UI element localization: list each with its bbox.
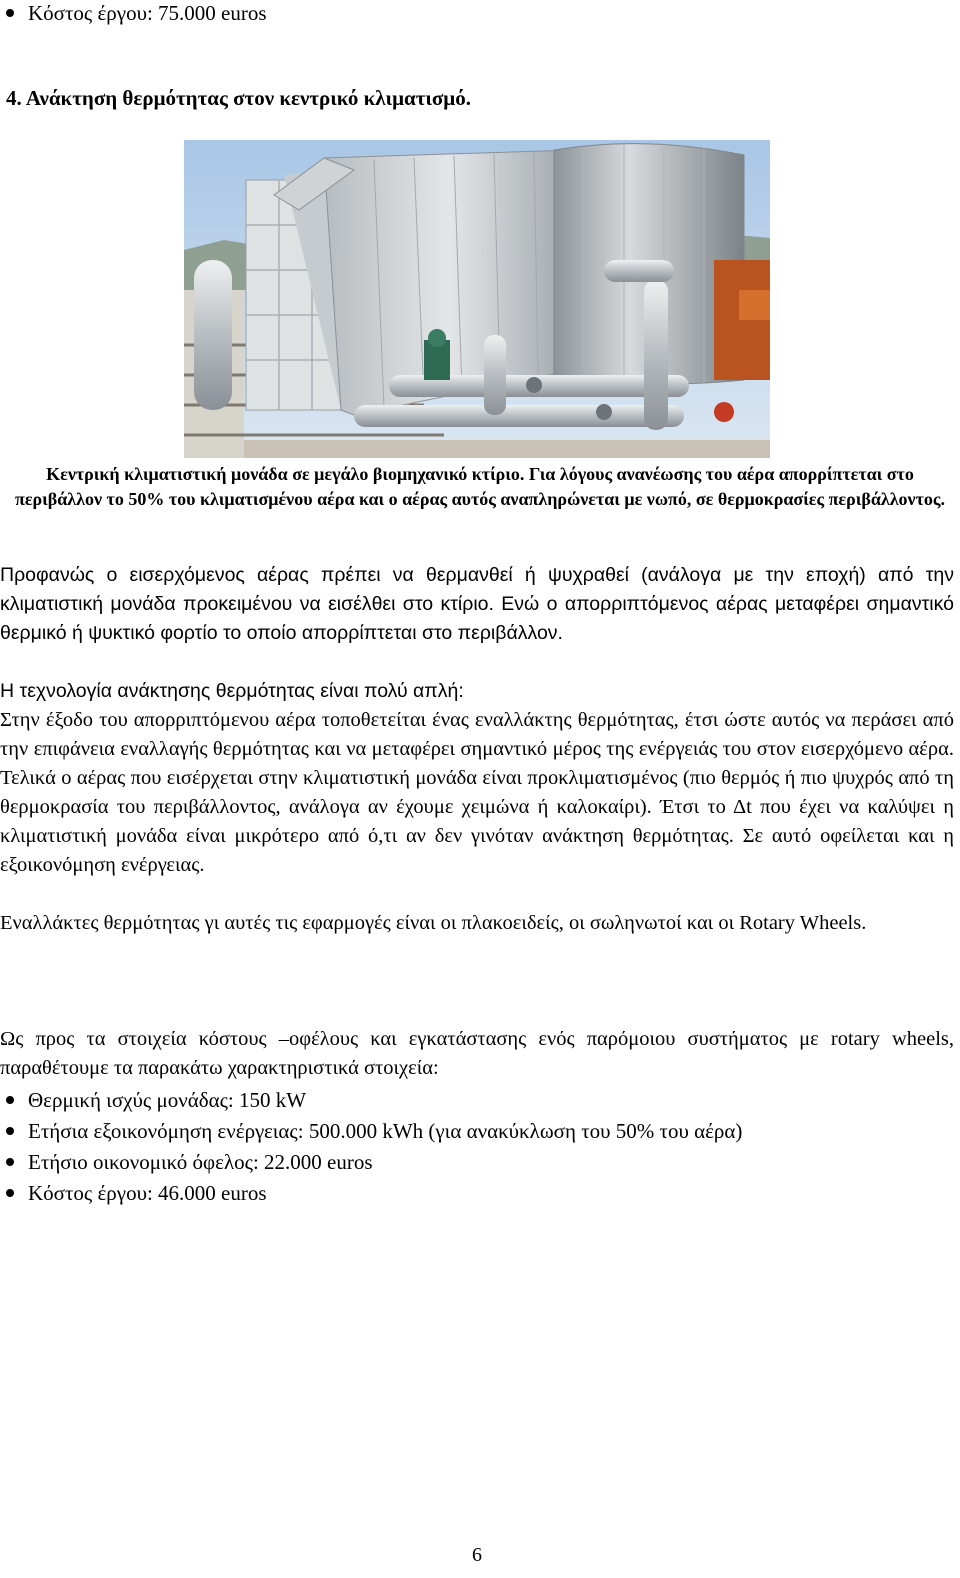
air-handling-unit-photo [184, 140, 770, 458]
bullet-text: Κόστος έργου: 46.000 euros [28, 1181, 267, 1205]
bullet-text: Θερμική ισχύς μονάδας: 150 kW [28, 1088, 307, 1112]
paragraph-tech-body: Στην έξοδο του απορριπτόμενου αέρα τοποθετείται ένας εναλλάκτης θερμότητας, έτσι ώστε αυτός να περάσει από την επιφάνεια εναλλαγής θερμότητας και να μεταφέρει σημαντικό μέρος της ενέργειάς του στον εισερχόμενο αέρα. Τελικά ο αέρας που εισέρχεται στην κλιματιστική μονάδα είναι προκλιματισμένος (πιο θερμός ή πιο ψυχρός από τη θερμοκρασία του περιβάλλοντος, ανάλογα αν έχουμε χειμώνα ή καλοκαίρι). Έτσι το Δt που έχει να καλύψει η κλιματιστική μονάδα είναι μικρότερο από ό,τι αν δεν γινόταν ανάκτηση θερμότητας. Σε αυτό οφείλεται και η εξοικονόμηση ενέργειας. [0, 709, 954, 876]
paragraph-tech-intro: Η τεχνολογία ανάκτησης θερμότητας είναι πολύ απλή: [0, 680, 464, 702]
section-heading: 4. Ανάκτηση θερμότητας στον κεντρικό κλιματισμό. [6, 86, 471, 110]
bullet-icon [6, 1127, 14, 1135]
page-number: 6 [472, 1544, 482, 1566]
bullet-text: Ετήσιο οικονομικό όφελος: 22.000 euros [28, 1150, 373, 1174]
bullet-icon [6, 1096, 14, 1104]
paragraph-exchangers: Εναλλάκτες θερμότητας γι αυτές τις εφαρμογές είναι οι πλακοειδείς, οι σωληνωτοί και οι Rotary Wheels. [0, 912, 867, 934]
paragraph-costs: Ως προς τα στοιχεία κόστους –οφέλους και εγκατάστασης ενός παρόμοιου συστήματος με rotary wheels, παραθέτουμε τα παρακάτω χαρακτηριστικά στοιχεία: [0, 1028, 954, 1079]
rooftop-hvac-illustration [184, 140, 770, 458]
bullet-text: Ετήσια εξοικονόμηση ενέργειας: 500.000 kWh (για ανακύκλωση του 50% του αέρα) [28, 1119, 743, 1143]
bullet-icon [6, 1158, 14, 1166]
bullet-item [6, 1180, 267, 1206]
bullet-icon [6, 1189, 14, 1197]
bullet-item [6, 1087, 306, 1113]
bullet-text: Κόστος έργου: 75.000 euros [28, 1, 267, 25]
bullet-icon [6, 9, 14, 17]
top-bullet-item [6, 0, 267, 26]
bullet-item [6, 1118, 742, 1144]
paragraph-intro: Προφανώς ο εισερχόμενος αέρας πρέπει να θερμανθεί ή ψυχραθεί (ανάλογα με την εποχή) από την κλιματιστική μονάδα προκειμένου να εισέλθει στο κτίριο. Ενώ ο απορριπτόμενος αέρας μεταφέρει σημαντικό θερμικό ή ψυκτικό φορτίο το οποίο απορρίπτεται στο περιβάλλον. [0, 564, 954, 644]
photo-caption: Κεντρική κλιματιστική μονάδα σε μεγάλο βιομηχανικό κτίριο. Για λόγους ανανέωσης του αέρα απορρίπτεται στο περιβάλλον το 50% του κλιματισμένου αέρα και ο αέρας αυτός αναπληρώνεται με νωπό, σε θερμοκρασίες περιβάλλοντος. [15, 464, 945, 509]
bullet-item [6, 1149, 373, 1175]
